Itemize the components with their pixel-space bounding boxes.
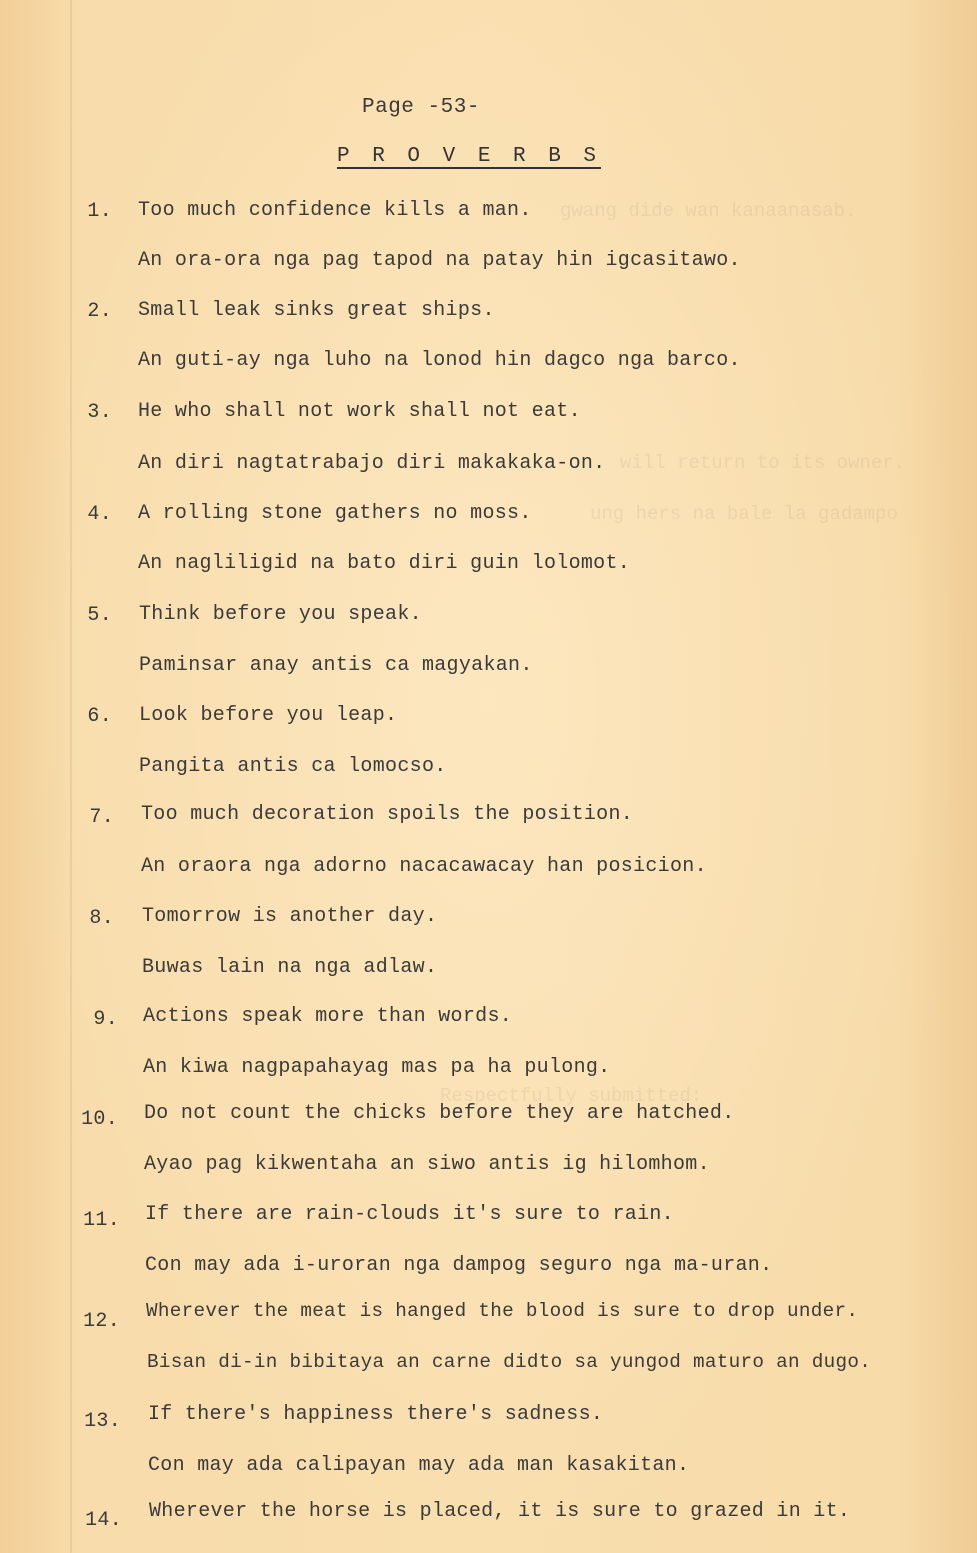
- proverb-number: 12.: [83, 1310, 120, 1333]
- proverb-english: Actions speak more than words.: [143, 1005, 513, 1028]
- bleed-through-text: ung hers na bale la gadampo: [590, 503, 898, 525]
- proverb-number: 13.: [84, 1410, 121, 1433]
- proverb-number: 9.: [93, 1008, 118, 1031]
- proverb-translation: Buwas lain na nga adlaw.: [142, 956, 438, 979]
- bleed-through-text: Respectfully submitted:: [440, 1085, 703, 1107]
- proverb-english: A rolling stone gathers no moss.: [138, 502, 532, 525]
- proverb-english: If there's happiness there's sadness.: [148, 1403, 604, 1426]
- proverb-english: Too much confidence kills a man.: [138, 199, 532, 222]
- proverb-english: If there are rain-clouds it's sure to rain.: [145, 1203, 674, 1226]
- proverb-english: Small leak sinks great ships.: [138, 299, 495, 322]
- proverb-number: 1.: [87, 200, 112, 223]
- proverb-english: Tomorrow is another day.: [142, 905, 438, 928]
- proverb-translation: An nagliligid na bato diri guin lolomot.: [138, 552, 631, 575]
- proverb-translation: Con may ada i-uroran nga dampog seguro nga ma-uran.: [145, 1254, 773, 1277]
- proverb-translation: An kiwa nagpapahayag mas pa ha pulong.: [143, 1056, 611, 1079]
- bleed-through-text: will return to its owner.: [620, 452, 906, 474]
- proverb-translation: An oraora nga adorno nacacawacay han posicion.: [141, 855, 707, 878]
- proverb-number: 2.: [87, 300, 112, 323]
- proverb-number: 6.: [87, 705, 112, 728]
- proverb-translation: Ayao pag kikwentaha an siwo antis ig hilomhom.: [144, 1153, 710, 1176]
- proverb-english: Do not count the chicks before they are hatched.: [144, 1102, 735, 1125]
- proverb-english: Too much decoration spoils the position.: [141, 803, 634, 826]
- proverb-english: He who shall not work shall not eat.: [138, 400, 581, 423]
- page-number: Page -53-: [362, 96, 480, 119]
- proverb-number: 14.: [85, 1509, 122, 1532]
- proverb-number: 5.: [87, 604, 112, 627]
- proverb-translation: Pangita antis ca lomocso.: [139, 755, 447, 778]
- proverb-translation: Paminsar anay antis ca magyakan.: [139, 654, 533, 677]
- proverb-number: 10.: [81, 1108, 118, 1131]
- proverb-english: Wherever the horse is placed, it is sure to grazed in it.: [149, 1500, 851, 1523]
- proverb-number: 11.: [83, 1209, 120, 1232]
- proverb-number: 8.: [89, 907, 114, 930]
- bleed-through-text: gwang dide wan kanaanasab.: [560, 200, 857, 222]
- page-title: P R O V E R B S: [337, 145, 602, 168]
- proverb-number: 7.: [89, 806, 114, 829]
- proverb-translation: An diri nagtatrabajo diri makakaka-on.: [138, 452, 606, 475]
- proverb-translation: Con may ada calipayan may ada man kasakitan.: [148, 1454, 690, 1477]
- proverb-translation: An guti-ay nga luho na lonod hin dagco nga barco.: [138, 349, 741, 372]
- proverb-translation: An ora-ora nga pag tapod na patay hin igcasitawo.: [138, 249, 741, 272]
- proverb-number: 4.: [87, 503, 112, 526]
- proverb-english: Look before you leap.: [139, 704, 398, 727]
- proverb-english: Think before you speak.: [139, 603, 422, 626]
- proverb-english: Wherever the meat is hanged the blood is sure to drop under.: [146, 1300, 859, 1322]
- proverb-translation: Bisan di-in bibitaya an carne didto sa yungod maturo an dugo.: [147, 1351, 872, 1373]
- proverb-number: 3.: [87, 401, 112, 424]
